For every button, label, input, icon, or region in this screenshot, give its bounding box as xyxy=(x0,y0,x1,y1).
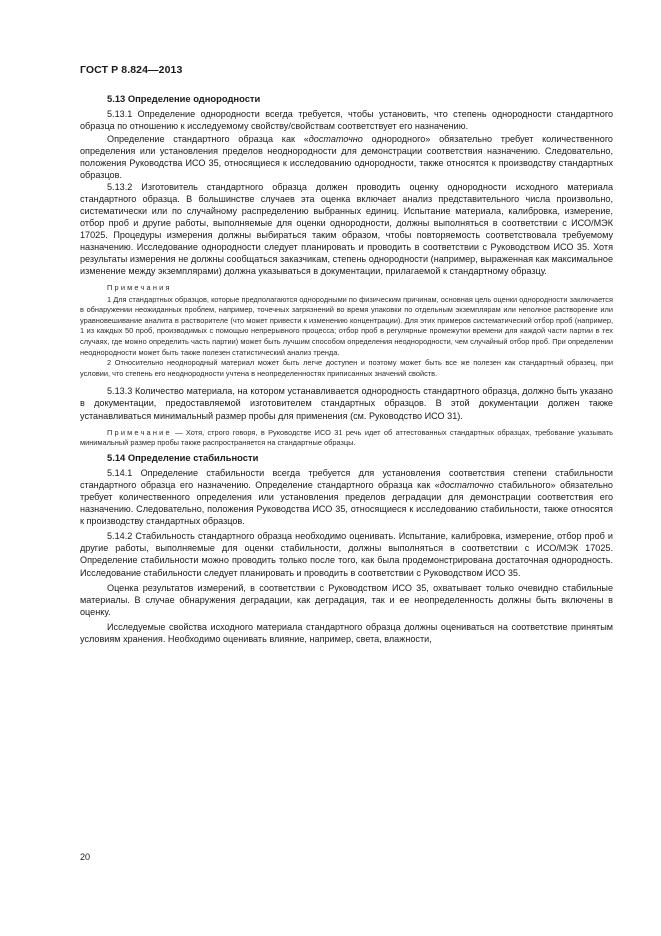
paragraph-sufficient-homogeneity: Определение стандартного образца как «достаточно однородного» обязательно требует количественного определения или установления пределов неоднородности для демонстрации соответствия назначению. Следовательно, положения Руководства ИСО 35, относящиеся к исследованию однородности, также относятся к производству стандартных образцов. xyxy=(80,133,613,180)
note-guide-31: Примечание — Хотя, строго говоря, в Руководстве ИСО 31 речь идет об аттестованных стандартных образцах, требование указывать минимальный размер пробы также распространяется на стандартные образцы. xyxy=(80,427,613,448)
note-2: 2 Относительно неоднородный материал может быть легче доступен и поэтому может быть все же полезен как стандартный образец, при условии, что степень его неоднородности учтена в неопределенностях приписанных значений свойств. xyxy=(80,358,613,378)
paragraph-5-13-2: 5.13.2 Изготовитель стандартного образца должен проводить оценку однородности исходного материала стандартного образца. В большинстве случаев эта оценка включает анализ представительного числа произвольно, систематически или по случайному распределению выбранных единиц. Испытание материала, калибровка, измерение, отбор проб и другие работы, выполняемые для оценки однородности, должны выполняться в соответствии с ИСО/МЭК 17025. Процедуры измерения должны выбираться таким образом, чтобы повторяемость соответствовала требуемому назначению. Исследование однородности следует планировать и проводить в соответствии с Руководством ИСО 35. Хотя результаты измерения не должны сообщаться заказчикам, степень однородности (например, выраженная как максимальное изменение между экземплярами) должна указываться в документации, прилагаемой к стандартному образцу. xyxy=(80,181,613,277)
paragraph-storage-conditions: Исследуемые свойства исходного материала стандартного образца должны оцениваться на соответствие принятым условиям хранения. Необходимо оценивать влияние, например, света, влажности, xyxy=(80,621,613,644)
section-heading-5-14: 5.14 Определение стабильности xyxy=(107,451,259,463)
page-content xyxy=(80,93,613,645)
paragraph-5-14-2: 5.14.2 Стабильность стандартного образца необходимо оценивать. Испытание, калибровка, измерение, отбор проб и другие работы, выполняемые для оценки стабильности, должны выполняться в соответствии с ИСО/МЭК 17025. Определение стабильности можно проводить только после того, как была продемонстрирована достаточная однородность. Исследование стабильности следует планировать и проводить в соответствии с Руководством ИСО 35. xyxy=(80,531,613,578)
note-1: 1 Для стандартных образцов, которые предполагаются однородными по физическим причинам, основная цель оценки однородности заключается в обнаружении неожиданных проблем, например, точечных загрязнений во время упаковки по отдельным экземплярам или неполное растворение или уравновешивание аналита в растворителе (что может привести к изменению концентрации). Для этих примеров систематический отбор проб (например, 1 из каждых 50 проб, производимых с помощью непрерывного процесса; отбор проб в регулярные промежутки времени для каждой части партии в тех случаях, где можно определить часть партии) может быть лучшим способом определения неоднородности, чем случайный отбор проб. При определении неоднородности может быть также полезен статистический анализ тренда. xyxy=(80,294,613,357)
paragraph-5-13-3: 5.13.3 Количество материала, на котором устанавливается однородность стандартного образца, должно быть указано в документации, предоставляемой изготовителем стандартных образцов. В этой документации должен также устанавливаться минимальный размер пробы для применения (см. Руководство ИСО 31). xyxy=(80,386,613,421)
paragraph-5-13-1: 5.13.1 Определение однородности всегда требуется, чтобы установить, что степень однородности стандартного образца по отношению к исследуемому свойству/свойствам соответствует его назначению. xyxy=(80,109,613,132)
paragraph-5-14-1: 5.14.1 Определение стабильности всегда требуется для установления соответствия степени стабильности стандартного образца его назначению. Определение стандартного образца как «достаточно стабильного» обязательно требует количественного определения или установления пределов деградации для демонстрации соответствия его назначению. Следовательно, положения Руководства ИСО 35, относящиеся к исследованию стабильности, также относятся к производству стандартных образцов. xyxy=(80,468,613,527)
standard-header: ГОСТ Р 8.824—2013 xyxy=(80,64,183,76)
page-number: 20 xyxy=(80,852,91,862)
paragraph-measurement-evaluation: Оценка результатов измерений, в соответствии с Руководством ИСО 35, охватывает только очевидно стабильные материалы. В случае обнаружения деградации, как деградация, так и ее неопределенность должны быть включены в оценку. xyxy=(80,582,613,617)
notes-title: Примечания xyxy=(107,283,172,293)
section-heading-5-13: 5.13 Определение однородности xyxy=(107,93,261,104)
